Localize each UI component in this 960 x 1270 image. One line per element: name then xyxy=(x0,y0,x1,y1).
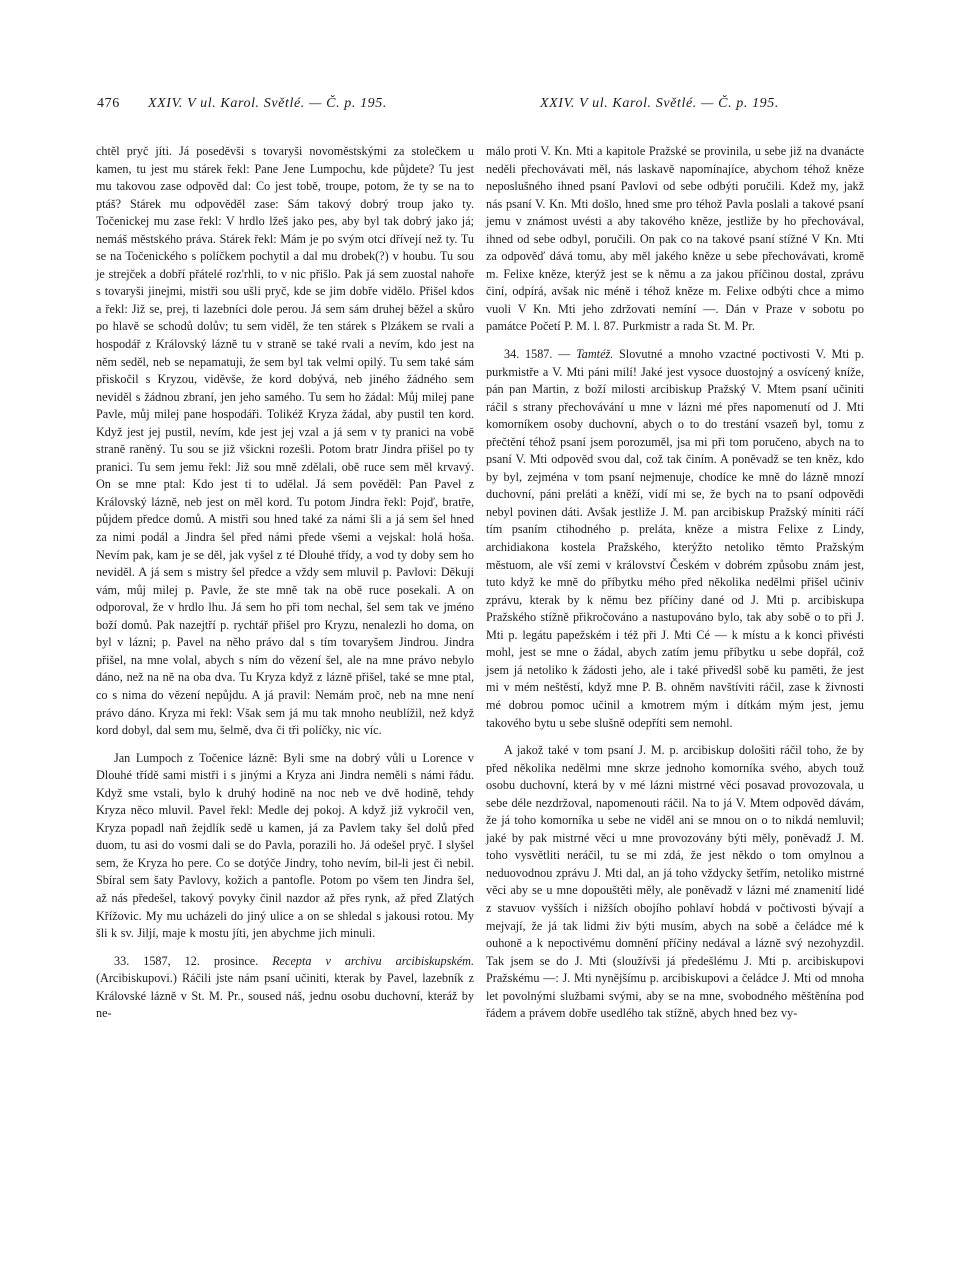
paragraph-letter-end: málo proti V. Kn. Mti a kapitole Pražské se provinila, u sebe již na dvanácte neděli přechovávati měl, nás laskavě napomínajíce, abychom téhož kněze neposlušného ihned psaní Pavlovi od sebe odbýti poručili. Kdež my, jakž nás psaní V. Kn. Mti došlo, hned sme pro téhož Pavla poslali a takové psaní jemu v známost uvésti a aby takového kněze, jestliže by ho přechovával, ihned od sebe odbyl, poručili. On pak co na takové psaní stížné V Kn. Mti za odpověď dává tomu, aby měl jakého kněze u sebe přechovávati, kromě m. Felixe kněze, kterýž jest se k němu a za jakou příčinou dostal, zprávu činí, odpírá, avšak nic méně i téhož kněze m. Felixe odbýti chce a mimo vuoli V Kn. Mti jeho zdržovati nemíní —. Dán v Praze v sobotu po památce Početí P. M. l. 87. Purkmistr a rada St. M. Pr. xyxy=(486,144,864,334)
entry-33-number: 33. xyxy=(114,953,130,968)
left-text-column xyxy=(96,143,474,1023)
right-running-title: XXIV. V ul. Karol. Světlé. — Č. p. 195. xyxy=(540,96,779,111)
entry-34-date: 1587. xyxy=(525,347,553,362)
entry-34-source: Tamtéž. xyxy=(576,347,614,362)
left-running-title: XXIV. V ul. Karol. Světlé. — Č. p. 195. xyxy=(148,96,387,111)
entry-33 xyxy=(96,953,474,1023)
page-number: 476 xyxy=(97,96,120,111)
paragraph-testimony-continued: chtěl pryč jíti. Já poseděvši s tovaryši novoměstskými za stolečkem u kamen, tu jest mu stárek řekl: Pane Jene Lumpochu, kde půjdete? Tu jest mu takovou zase odpověd dal: Co jest tobě, troupe, potom, že ty se na to ptáš? Stárek mu odpověděl zase: Sám takový dobrý troup jako ty. Točenickej mu zase řekl: V hrdlo lžeš jako pes, aby byl tak dobrý jako já; nemáš městského práva. Stárek řekl: Mám je po svým otci dřívejí než ty. Tu se na Točenického s políčkem pochytil a dal mu drobek(?) v houbu. Tu sou je strejček a dobří přátelé roz'rhli, to v nic přišlo. Pak já sem zuostal nahoře s tovaryši jinejmi, mistři sou ušli pryč, kde se jim dobře vidělo. Přišel kdos a řekl: Již se, prej, ti lazebníci dole perou. Já sem sám druhej běžel a skůro po hlavě se schodů dolův; tu sem viděl, že ten stárek s Plzákem se rvali a hospodář z Královský lázně tu v straně se také rvali a nevím, kdo jest na něm seděl, neb se nepamatuji, že sem byl tak velmi opilý. Tu sem také sám přiskočil s Kryzou, vidĕvše, že kord dobývá, neb jiného žádného sem neviděl s žádnou zbraní, jen jeho samého. Tu sem ho žádal: Můj milej pane Pavle, můj milej pane hospodáři. Tolikéž Kryza žádal, aby pustil ten kord. Když jest jej pustil, nevím, kde jest jej vzal a já sem v ty pranici na vobě straně raněný. Tu sou se již všickni rozešli. Potom bratr Jindra přišel po ty pranici. Tu sem jemu řekl: Již sou mně zdělali, obě ruce sem měl krvavý. On se mne ptal: Kdo jest ti to udělal. Já sem pověděl: Pan Pavel z Královský lázně, neb jest on měl kord. Tu potom Jindra řekl: Pojď, bratře, půjdem předce domů. A mistři sou hned také za námi šli a já sem šel hned za nimi podál a Jindra šel před námi přede všemi a vejskal: holá hoša. Nevím pak, kam je se děl, jak vyšel z té Dlouhé třídy, a vod ty doby sem ho neviděl. A já sem s mistry šel předce a vždy sem mluvil p. Pavlovi: Děkuji vám, můj milej p. Pavle, že ste mně tak na obě ruce posekali. A on odporoval, že v hrdlo lhu. Já sem ho při tom nechal, šel sem tak ve jméno boží domů. Pak nazejtří p. rychtář přišel pro Kryzu, nenalezli ho doma, on byl v lázni; p. Pavel na něho právo dal s tím tovaryšem Jindrou. Jindra přišel, na mne volal, abych s ním do vězení šel, ale na mne právo nebylo dáno, než na ně na oba dva. Tu Kryza když z lázně přišel, také se mne ptal, co s nima do vězení nepůjdu. A já pravil: Nemám proč, neb na mne není právo dáno. Kryza mi řekl: Však sem já mu tak mnoho neublížil, než když kord dobyl, dal sem mu, šelmě, dva či tři políčky, nic víc. xyxy=(96,144,474,738)
entry-34: 34. 1587. — Tamtéž. Slovutné a mnoho vzactné poctivosti V. Mti p. purkmistře a V. Mti páni milí! Jaké jest vysoce duostojný a osvícený kníže, pán pan Martin, z boží milosti arcibiskup Pražský V. Mtem psaní učiniti ráčil s strany přechovávání u mne v lázni mé přes napomenutí od J. Mti komorníkem osoby duchovní, abych o to do trestání vsazeň byl, tomu z přečtění téhož psaní jsem porozuměl, jsa mi při tom poručeno, abych na to psaní V. Mti odpověd svou dal, což tak činím. A poněvadž se ten kněz, kdo by byl, zejména v tom psaní nejmenuje, chodíce ke mně do lázně mnozí duchovní, páni preláti a kněží, vidí mi se, že bych na to psaní odpovědi nebyl povinen dáti. Avšak jestliže J. M. pan arcibiskup Pražský míniti ráčí tím psaním ctihodného p. preláta, kněze a mistra Felixe z Lindy, archidiakona kostela Pražského, kterýžto netoliko těmto Pražským městuom, ale vší zemi v království Českém v dobrém způsobu znám jest, tuto když ke mně do příbytku mého před několika nedělmi přišel učiniv zprávu, kterak by k němu bez příčiny dané od J. Mti p. arcibiskupa Pražského stížně přikročováno a nastupováno bylo, tak aby sobě o to při J. Mti p. legátu papežském i též při J. Mti Cé — k místu a k konci přivésti mohl, jest se mne o žádal, abych zatím jemu příbytku u sebe dopřál, což jsem já netoliko k žádosti jeho, ale i také přivedšl sobě ku paměti, že jest mi v mém neštěstí, když mne P. B. ohněm navštíviti ráčil, zase k živnosti mé dobrou pomoc učinil a kmotrem mým i dítkám mým jest, jemu takového bytu u sebe slušně odepříti sem nemohl. xyxy=(486,347,865,730)
paragraph-reply: A jakož také v tom psaní J. M. p. arcibiskup dološiti ráčil toho, že by před několika nedělmi mne skrze jednoho komorníka svého, abych touž osobu duchovní, která by v mé lázni mistrné věci posavad provozovala, u sebe déle nezdržoval, napomenouti ráčil. Na to já V. Mtem odpověd dávám, že já toho komorníka u sebe ne viděl ani se mnou on o to nikdá nemluvil; jaké by pak mistrné věci u mne provozovány býti měly, poněvadž J. M. toho vysvětliti neráčil, tu se mi zdá, že jest někdo o tom omylnou a neduovodnou zprávu J. Mti dal, an já toho vždycky šetřím, netoliko mistrné věci aby se u mne dopouštěti měly, ale poněvadž v lázni mé znamenití lidé z stavuov vyšších i nižších obojího pohlaví hobdá v počtivosti bývají a mejvají, že já tak lidmi živ býti musím, abych na sobě a čeládce mé k ouhoně a k nepoctivému domnění příčiny nedával a lázně svý nezohyzdil. Tak jsem se do J. Mti (sloužívši já předešlému J. Mti p. arcibiskupovi Pražskému —: J. Mti nynějšímu p. arcibiskupovi a čeládce J. Mti od mnoha let povolnými službami svými, aby se na mne, svobodného měštěnína pod řádem a právem dobře usedlého tak stížně, abych hned bez vy- xyxy=(486,743,864,1021)
entry-33-text: (Arcibiskupovi.) Ráčili jste nám psaní učiniti, kterak by Pavel, lazebník z Královské lázně v St. M. Pr., soused náš, jednu osobu duchovní, kteráž by ne- xyxy=(96,971,474,1021)
entry-33-source: Recepta v archivu arcibiskupském. xyxy=(272,953,475,968)
right-text-column xyxy=(486,143,864,1023)
entry-33-date: 1587, 12. prosince. xyxy=(143,953,259,968)
entry-34-text: Slovutné a mnoho vzactné poctivosti V. Mti p. purkmistře a V. Mti páni milí! Jaké jest vysoce duostojný a osvícený kníže, pán pan Martin, z boží milosti arcibiskup Pražský V. Mtem psaní učiniti ráčil s strany přechovávání u mne v lázni mé přes napomenutí od J. Mti komorníkem osoby duchovní, abych o to do trestání vsazeň byl, tomu z přečtění téhož psaní jsem porozuměl, jsa mi při tom poručeno, abych na to psaní V. Mti odpověd svou dal, což tak činím. A poněvadž se ten kněz, kdo by byl, zejména v tom psaní nejmenuje, chodíce ke mně do lázně mnozí duchovní, páni preláti a kněží, vidí mi se, že bych na to psaní odpovědi nebyl povinen dáti. Avšak jestliže J. M. pan arcibiskup Pražský míniti ráčí tím psaním ctihodného p. preláta, kněze a mistra Felixe z Lindy, archidiakona kostela Pražského, kterýžto netoliko těmto Pražským městuom, ale vší zemi v království Českém v dobrém způsobu znám jest, tuto když ke mně do příbytku mého před několika nedělmi přišel učiniv zprávu, kterak by k němu bez příčiny dané od J. Mti p. arcibiskupa Pražského stížně přikročováno a nastupováno bylo, tak aby sobě o to při J. Mti p. legátu papežském i též při J. Mti Cé — k místu a k konci přivésti mohl, jest se mne o žádal, abych zatím jemu příbytku u sebe dopřál, což jsem já netoliko k žádosti jeho, ale i také přivedšl sobě ku paměti, že jest mi v mém neštěstí, když mne P. B. ohněm navštíviti ráčil, zase k živnosti mé dobrou pomoc učinil a kmotrem mým i dítkám mým jest, jemu takového bytu u sebe slušně odepříti sem nemohl. xyxy=(486,347,865,730)
paragraph-lumpoch-testimony: Jan Lumpoch z Točenice lázně: Byli sme na dobrý vůli u Lorence v Dlouhé třídě sami mistři i s jinými a Kryza ani Jindra neměli s námi řádu. Když sme vstali, bylo k druhý hodině na noc neb ve dvě hodině, tehdy Kryza něco mluvil. Pavel řekl: Medle dej pokoj. A když již vykročil ven, Kryza popadl naň žejdlík sedě u kamen, já za Pavlem taky šel dolů před duom, tu asi do vosmi dali se do Pavla, porazili ho. Já odešel pryč. I slyšel sem, že Kryza ho pere. Co se dotýče Jindry, toho nevím, bil-li jest či nebil. Sbíral sem šaty Pavlovy, kožich a pantofle. Potom po všem ten Jindra šel, až nás předešel, takový povyky činil nazdor až přes rynk, až před Zlatých Křížovic. My mu ucházeli do jiný ulice a on se shledal s jakousi rotou. My šli k sv. Jiljí, maje k mostu jíti, jen abychme jich minuli. xyxy=(96,750,474,941)
running-header xyxy=(0,96,960,120)
entry-34-number: 34. xyxy=(504,347,520,362)
